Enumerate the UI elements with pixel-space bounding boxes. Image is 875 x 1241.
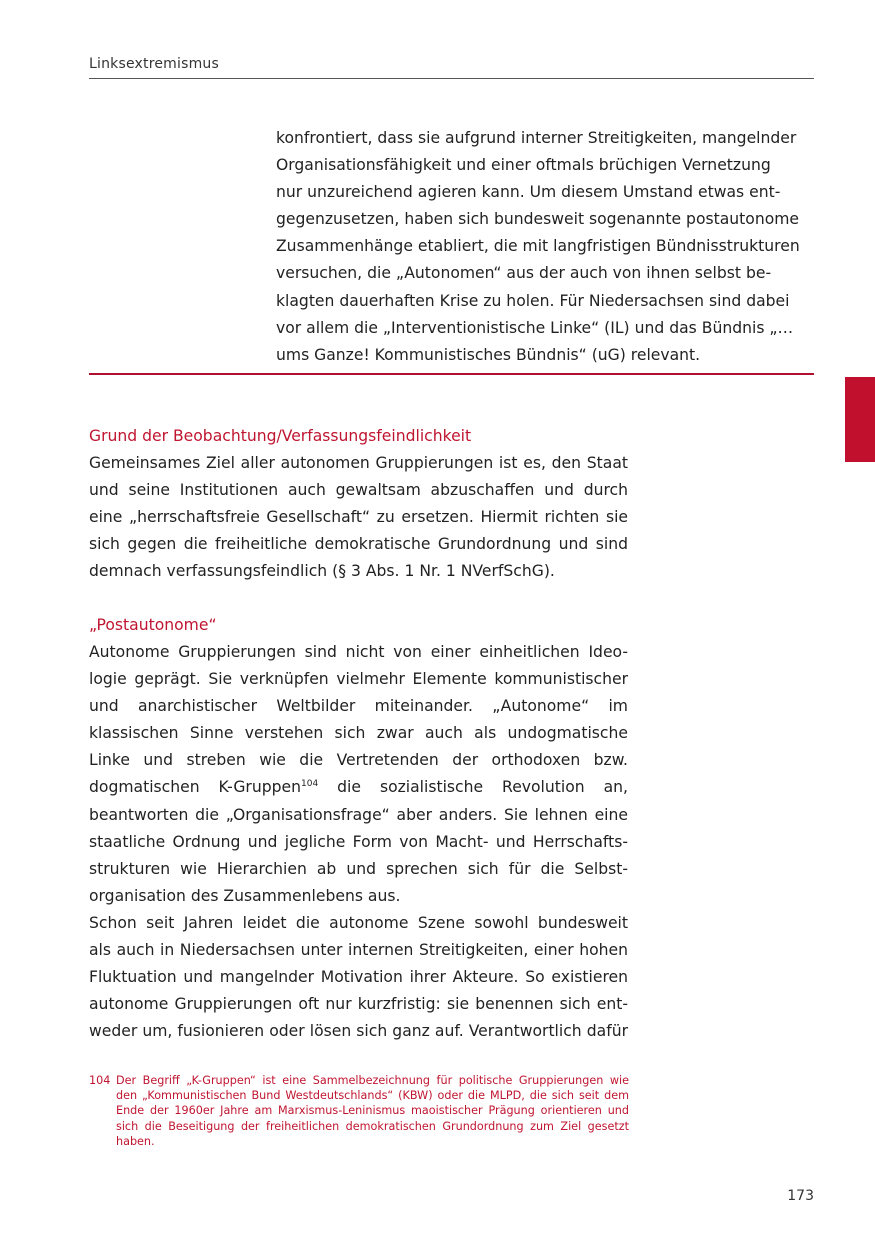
body-line: organisation des Zusammenlebens aus.: [89, 886, 401, 905]
intro-line: Organisationsfähigkeit und einer oftmals brüchigen Vernetzung: [276, 156, 771, 175]
body-line: sich gegen die freiheitliche demokratische Grundordnung und sind: [89, 535, 628, 554]
body-line: logie geprägt. Sie verknüpfen vielmehr Elemente kommunistischer: [89, 670, 628, 689]
header-rule: [89, 78, 814, 79]
body-line: eine „herrschaftsfreie Gesellschaft“ zu ersetzen. Hiermit richten sie: [89, 508, 628, 527]
running-header: [89, 56, 814, 72]
footnote-line: sich die Beseitigung der freiheitlichen demokratischen Grundordnung zum Ziel gesetzt: [116, 1119, 629, 1133]
section-postautonome: [89, 612, 628, 1045]
footnote-line: Der Begriff „K-Gruppen“ ist eine Sammelbezeichnung für politische Gruppierungen wie: [116, 1074, 629, 1087]
body-line: strukturen wie Hierarchien ab und sprechen sich für die Selbst-: [89, 859, 628, 878]
intro-line: gegenzusetzen, haben sich bundesweit sogenannte postautonome: [276, 210, 800, 229]
body-line: autonome Gruppierungen oft nur kurzfristig: sie benennen sich ent-: [89, 995, 628, 1014]
body-line: und seine Institutionen auch gewaltsam abzuschaffen und durch: [89, 481, 628, 500]
intro-line: vor allem die „Interventionistische Linke“ (IL) und das Bündnis „…: [276, 318, 794, 337]
body-line: als auch in Niedersachsen unter internen Streitigkeiten, einer hohen: [89, 941, 628, 960]
footnote-reference[interactable]: 104: [301, 779, 319, 790]
page-number: 173: [787, 1188, 814, 1204]
body-line: Fluktuation und mangelnder Motivation ihrer Akteure. So existieren: [89, 968, 628, 987]
intro-line: klagten dauerhaften Krise zu holen. Für Niedersachsen sind dabei: [276, 291, 790, 310]
intro-line: ums Ganze! Kommunistisches Bündnis“ (uG) relevant.: [276, 345, 701, 364]
running-header-title: Linksextremismus: [89, 56, 219, 72]
footnote-line: Ende der 1960er Jahre am Marxismus-Leninismus maoistischer Prägung orientieren und: [116, 1104, 629, 1118]
intro-line: Zusammenhänge etabliert, die mit langfristigen Bündnisstrukturen: [276, 237, 800, 256]
body-line: Linke und streben wie die Vertretenden der orthodoxen bzw.: [89, 751, 628, 770]
body-line: weder um, fusionieren oder lösen sich ganz auf. Verantwortlich dafür: [89, 1022, 628, 1041]
body-line: beantworten die „Organisationsfrage“ aber anders. Sie lehnen eine: [89, 805, 628, 824]
intro-line: konfrontiert, dass sie aufgrund interner Streitigkeiten, mangelnder: [276, 129, 797, 147]
body-line: Schon seit Jahren leidet die autonome Szene sowohl bundesweit: [89, 913, 628, 932]
footnote-number: 104: [89, 1074, 111, 1087]
section-grund: [89, 423, 628, 585]
footnote-line: haben.: [116, 1134, 155, 1148]
section-heading: „Postautonome“: [89, 616, 217, 634]
chapter-tab-marker: [845, 377, 875, 462]
body-line: Autonome Gruppierungen sind nicht von einer einheitlichen Ideo-: [89, 643, 628, 661]
body-line-footnote-ref: [89, 774, 628, 801]
footnote: [89, 1073, 629, 1149]
body-line: demnach verfassungsfeindlich (§ 3 Abs. 1 Nr. 1 NVerfSchG).: [89, 562, 555, 581]
k-gruppen-text: dogmatischen K-Gruppen: [89, 778, 301, 797]
section-heading: Grund der Beobachtung/Verfassungsfeindlichkeit: [89, 427, 472, 445]
body-line: staatliche Ordnung und jegliche Form von Macht- und Herrschafts-: [89, 832, 628, 851]
footnote-text: [116, 1073, 629, 1149]
k-gruppen-text-rest: die sozialistische Revolution an,: [318, 778, 629, 797]
footnote-line: den „Kommunistischen Bund Westdeutschlands“ (KBW) oder die MLPD, die sich seit dem: [116, 1089, 629, 1103]
intro-paragraph: [276, 125, 809, 369]
section-divider: [89, 373, 814, 375]
intro-line: versuchen, die „Autonomen“ aus der auch von ihnen selbst be-: [276, 264, 772, 283]
intro-line: nur unzureichend agieren kann. Um diesem Umstand etwas ent-: [276, 183, 781, 202]
body-line: und anarchistischer Weltbilder miteinander. „Autonome“ im: [89, 697, 628, 716]
body-line: Gemeinsames Ziel aller autonomen Gruppierungen ist es, den Staat: [89, 454, 628, 472]
body-line: klassischen Sinne verstehen sich zwar auch als undogmatische: [89, 724, 628, 743]
